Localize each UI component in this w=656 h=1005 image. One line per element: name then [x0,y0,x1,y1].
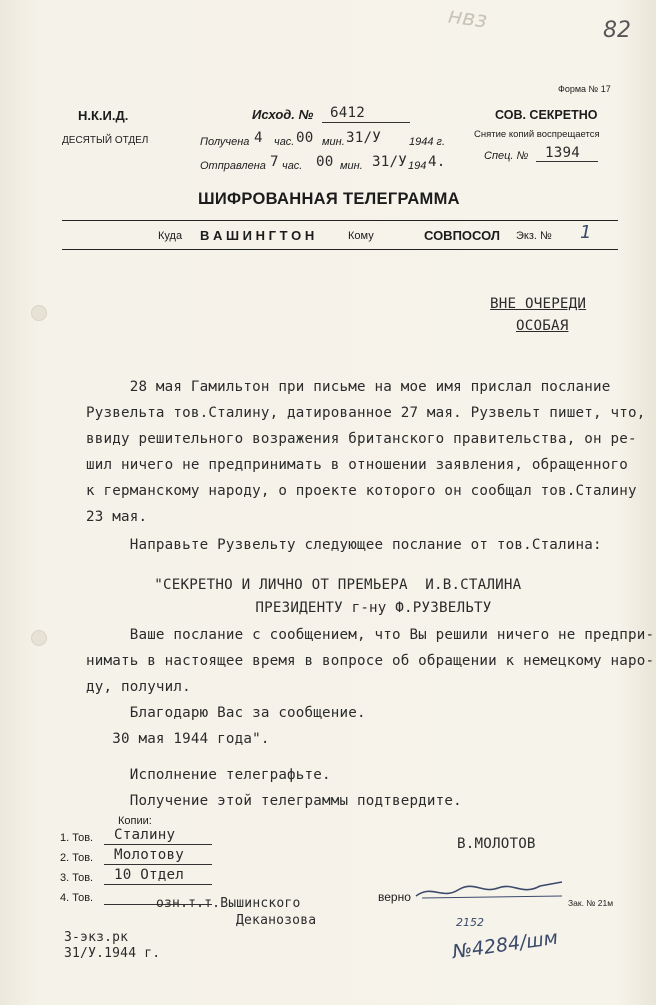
handwritten-reference: №4284/шм [450,926,560,964]
dept-name: ДЕСЯТЫЙ ОТДЕЛ [62,135,149,146]
priority-line: ВНЕ ОЧЕРЕДИ [490,296,587,312]
body-line: нимать в настоящее время в вопросе об обращении к немецкому наро- [86,653,655,669]
sent-year-prefix: 194 [408,160,427,172]
copy-row-num: 1. Тов. [60,832,94,844]
whom-label: Кому [348,230,374,242]
min-label: мин. [340,160,363,172]
sent-year-digit: 4. [428,154,446,170]
copy-ban: Снятие копий воспрещается [474,129,600,140]
body-line: 23 мая. [86,509,148,525]
to-value: В А Ш И Н Г Т О Н [200,228,315,243]
copy-row-name: Молотову [114,847,184,863]
underline [322,122,410,123]
body-line: Получение этой телеграммы подтвердите. [86,793,462,809]
sent-label: Отправлена [200,160,266,172]
body-line: 30 мая 1944 года". [86,731,270,747]
spec-label: Спец. № [484,150,529,162]
copy-value: 1 [580,222,592,243]
body-line: "СЕКРЕТНО И ЛИЧНО ОТ ПРЕМЬЕРА И.В.СТАЛИНА [128,577,522,593]
copy-row-num: 2. Тов. [60,852,94,864]
received-year: 1944 г. [409,136,446,148]
verno-signature [412,876,572,906]
received-date: 31/У [346,130,381,146]
copy-row-name: Сталину [114,827,176,843]
underline [104,884,212,885]
verno-label: верно [378,890,411,904]
archive-number: 82 [603,18,631,43]
punch-hole [31,630,47,646]
corner-mark: нвз [446,3,489,34]
copy-row-name: 10 Отдел [114,867,184,883]
body-line: шил ничего не предпринимать в отношении заявления, обращенного [86,457,628,473]
order-label: Зак. № 21м [568,898,614,908]
underline [104,844,212,845]
acquainted-line: озн.т.т.Вышинского [156,896,301,911]
priority-line: ОСОБАЯ [516,318,569,334]
sent-hour: 7 [270,154,279,170]
top-rule [62,220,618,221]
body-line: Ваше послание с сообщением, что Вы решили ничего не предпри- [86,627,655,643]
body-line: ду, получил. [86,679,191,695]
copy-row-num: 3. Тов. [60,872,94,884]
received-hour: 4 [254,130,263,146]
body-line: к германскому народу, о проекте которого он сообщал тов.Сталину [86,483,637,499]
footer-line: 31/У.1944 г. [64,946,161,961]
org-name: Н.К.И.Д. [78,108,129,123]
secrecy-stamp: СОВ. СЕКРЕТНО [495,108,598,122]
min-label: мин. [322,136,345,148]
body-line: Благодарю Вас за сообщение. [86,705,366,721]
to-label: Куда [158,230,183,242]
body-line: ввиду решительного возражения британского правительства, он ре- [86,431,637,447]
hour-label: час. [274,136,295,148]
sent-date: 31/У [372,154,407,170]
received-label: Получена [200,136,250,148]
copies-label: Копии: [118,815,152,827]
footer-line: 3-экз.рк [64,930,129,945]
hour-label: час. [282,160,303,172]
body-line: Исполнение телеграфьте. [86,767,331,783]
bottom-rule [62,249,618,250]
form-label: Форма № 17 [558,84,611,94]
spec-number: 1394 [545,145,580,161]
body-line: 28 мая Гамильтон при письме на мое имя прислал послание [86,379,611,395]
copy-row-num: 4. Тов. [60,892,94,904]
punch-hole [31,305,47,321]
whom-value: СОВПОСОЛ [424,228,500,243]
received-min: 00 [296,130,314,146]
acquainted-line: Деканозова [236,913,317,928]
handwritten-number: 2152 [456,916,484,929]
underline [536,161,598,162]
copy-label: Экз. № [516,230,552,242]
document-title: ШИФРОВАННАЯ ТЕЛЕГРАММА [198,190,460,208]
sent-min: 00 [316,154,334,170]
underline [104,864,212,865]
outgoing-label: Исход. № [252,107,314,122]
body-line: ПРЕЗИДЕНТУ г-ну Ф.РУЗВЕЛЬТУ [168,600,492,616]
body-line: Рузвельта тов.Сталину, датированное 27 мая. Рузвельт пишет, что, [86,405,646,421]
body-line: Направьте Рузвельту следующее послание от тов.Сталина: [86,537,602,553]
outgoing-number: 6412 [330,105,365,121]
signature-name: В.МОЛОТОВ [457,836,536,852]
